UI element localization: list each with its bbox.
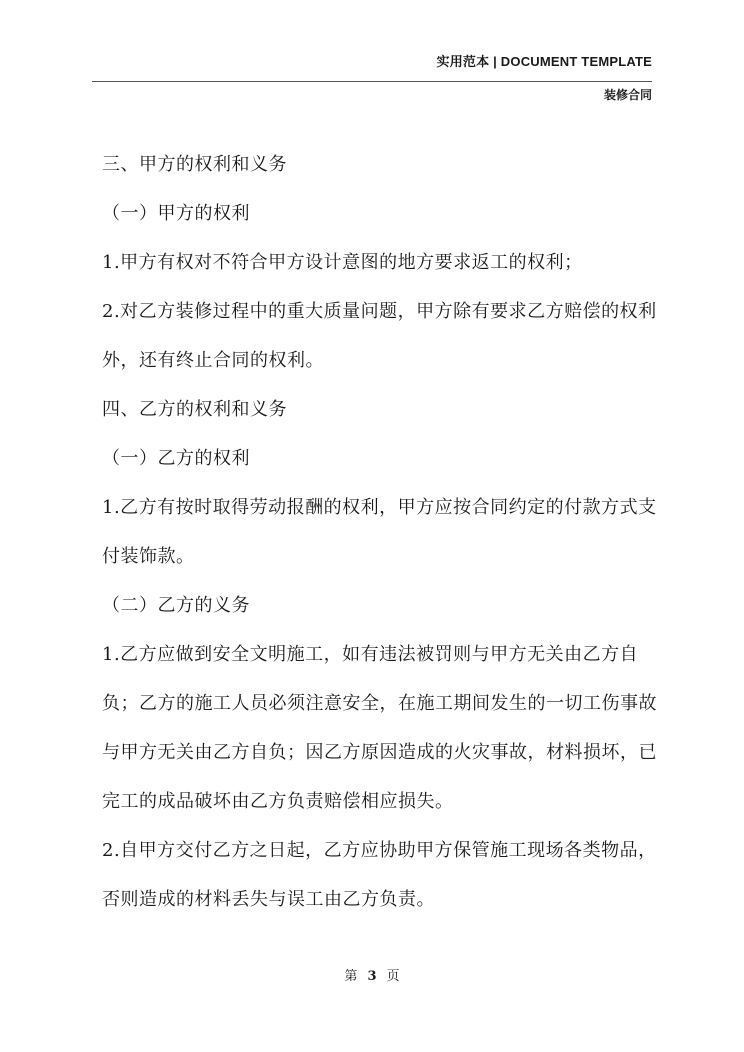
- header-divider: [92, 81, 652, 82]
- subsection-heading-party-b-rights: （一）乙方的权利: [102, 448, 250, 469]
- paragraph-party-b-duty-2: 2.自甲方交付乙方之日起，乙方应协助甲方保管施工现场各类物品，否则造成的材料丢失与误工由乙方负责。: [102, 840, 657, 910]
- document-body: [102, 140, 658, 924]
- section-heading-party-b: 四、乙方的权利和义务: [102, 399, 287, 420]
- page-number-prefix: 第: [344, 969, 358, 984]
- header-subtitle: 装修合同: [603, 88, 652, 102]
- section-heading-party-a: 三、甲方的权利和义务: [102, 154, 287, 175]
- page-number-suffix: 页: [386, 969, 400, 984]
- paragraph-party-a-right-2: 2.对乙方装修过程中的重大质量问题，甲方除有要求乙方赔偿的权利外，还有终止合同的权利。: [102, 301, 657, 371]
- paragraph-party-a-right-1: 1.甲方有权对不符合甲方设计意图的地方要求返工的权利；: [102, 252, 583, 273]
- header-title: 实用范本 | DOCUMENT TEMPLATE: [436, 54, 652, 69]
- paragraph-party-b-duty-1: 1.乙方应做到安全文明施工，如有违法被罚则与甲方无关由乙方自负；乙方的施工人员必须注意安全，在施工期间发生的一切工伤事故与甲方无关由乙方自负；因乙方原因造成的火灾事故，材料损坏，已完工的成品破坏由乙方负责赔偿相应损失。: [102, 644, 657, 812]
- page-footer: [0, 965, 744, 984]
- page-number: 3: [367, 969, 377, 984]
- paragraph-party-b-right-1: 1.乙方有按时取得劳动报酬的权利，甲方应按合同约定的付款方式支付装饰款。: [102, 497, 657, 567]
- page-header: [92, 50, 652, 103]
- subsection-heading-party-b-duties: （二）乙方的义务: [102, 595, 250, 616]
- subsection-heading-party-a-rights: （一）甲方的权利: [102, 203, 250, 224]
